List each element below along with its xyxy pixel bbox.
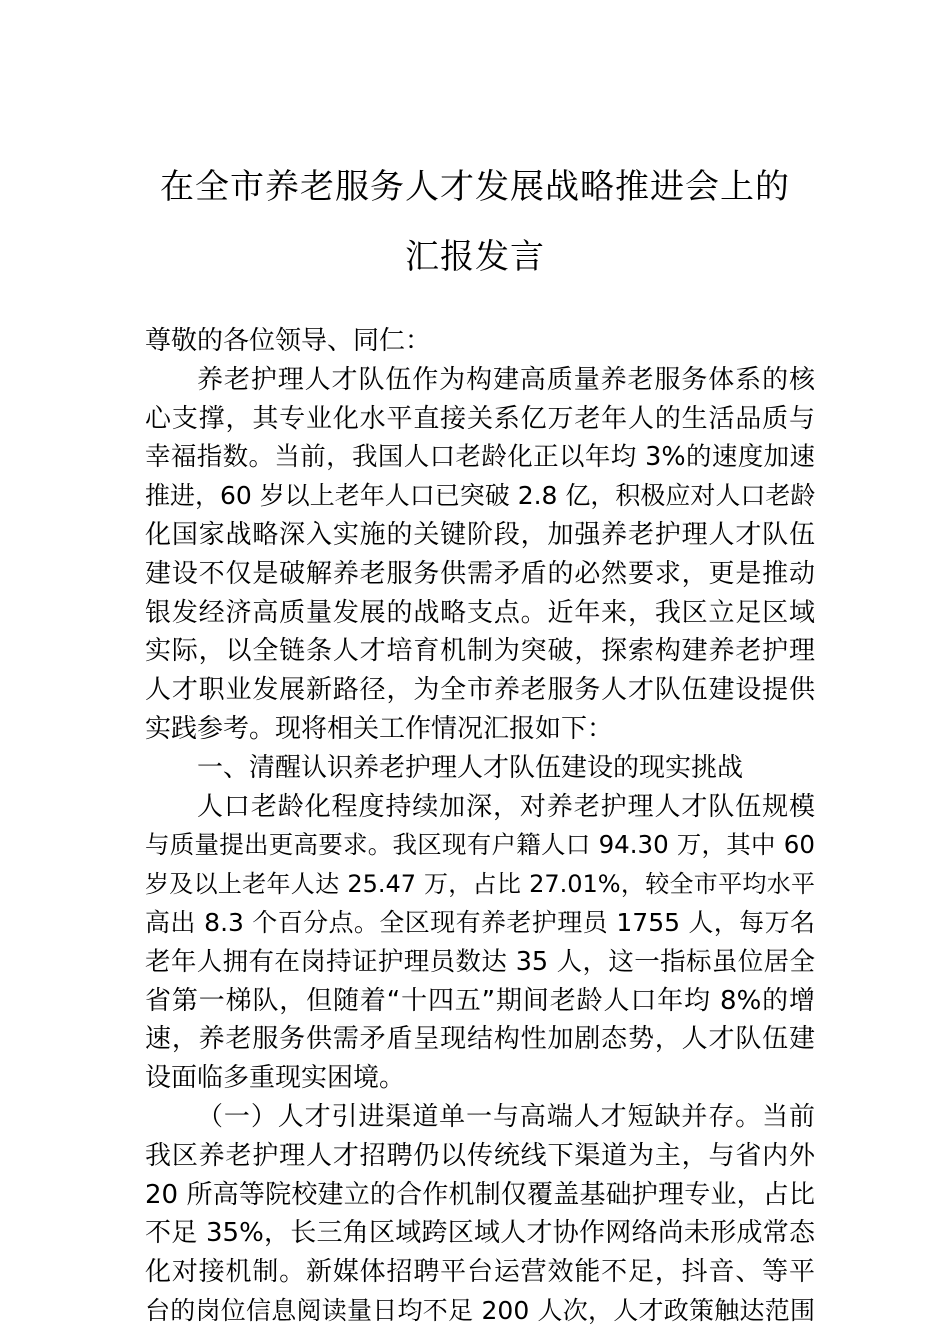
document-title-line-1: 在全市养老服务人才发展战略推进会上的 xyxy=(160,167,790,207)
text-line: 台的岗位信息阅读量日均不足 200 人次，人才政策触达范围 xyxy=(145,1295,815,1325)
document-title-line-2: 汇报发言 xyxy=(405,237,545,277)
text-line: 速，养老服务供需矛盾呈现结构性加剧态势，人才队伍建 xyxy=(145,1024,815,1055)
text-line: 化国家战略深入实施的关键阶段，加强养老护理人才队伍 xyxy=(145,519,815,550)
text-line: 养老护理人才队伍作为构建高质量养老服务体系的核 xyxy=(197,364,815,395)
subsection-line: （一）人才引进渠道单一与高端人才短缺并存。当前 xyxy=(197,1101,815,1132)
text-line: 实践参考。现将相关工作情况汇报如下： xyxy=(145,713,614,744)
text-line: 省第一梯队，但随着“十四五”期间老龄人口年均 8%的增 xyxy=(145,985,815,1016)
text-line: 老年人拥有在岗持证护理员数达 35 人，这一指标虽位居全 xyxy=(145,946,815,977)
document-body xyxy=(145,322,815,1331)
text-line: 实际，以全链条人才培育机制为突破，探索构建养老护理 xyxy=(145,636,815,667)
text-line: 幸福指数。当前，我国人口老龄化正以年均 3%的速度加速 xyxy=(145,442,815,473)
text-line: 建设不仅是破解养老服务供需矛盾的必然要求，更是推动 xyxy=(145,558,815,589)
text-line: 高出 8.3 个百分点。全区现有养老护理员 1755 人，每万名 xyxy=(145,907,815,937)
text-line: 设面临多重现实困境。 xyxy=(145,1063,406,1094)
text-line: 人才职业发展新路径，为全市养老服务人才队伍建设提供 xyxy=(145,675,815,706)
text-line: 岁及以上老年人达 25.47 万，占比 27.01%，较全市平均水平 xyxy=(145,870,815,899)
text-line: 不足 35%，长三角区域跨区域人才协作网络尚未形成常态 xyxy=(145,1218,815,1249)
text-line: 银发经济高质量发展的战略支点。近年来，我区立足区域 xyxy=(145,597,815,628)
text-line: 化对接机制。新媒体招聘平台运营效能不足，抖音、等平 xyxy=(145,1257,815,1288)
text-line: 人口老龄化程度持续加深，对养老护理人才队伍规模 xyxy=(197,791,815,822)
section-heading: 一、清醒认识养老护理人才队伍建设的现实挑战 xyxy=(197,752,744,783)
text-line: 推进，60 岁以上老年人口已突破 2.8 亿，积极应对人口老龄 xyxy=(145,481,816,511)
text-line: 20 所高等院校建立的合作机制仅覆盖基础护理专业，占比 xyxy=(145,1179,815,1210)
salutation: 尊敬的各位领导、同仁： xyxy=(145,326,432,356)
text-line: 与质量提出更高要求。我区现有户籍人口 94.30 万，其中 60 xyxy=(145,830,815,860)
text-line: 心支撑，其专业化水平直接关系亿万老年人的生活品质与 xyxy=(145,403,815,434)
text-line: 我区养老护理人才招聘仍以传统线下渠道为主，与省内外 xyxy=(145,1140,815,1171)
